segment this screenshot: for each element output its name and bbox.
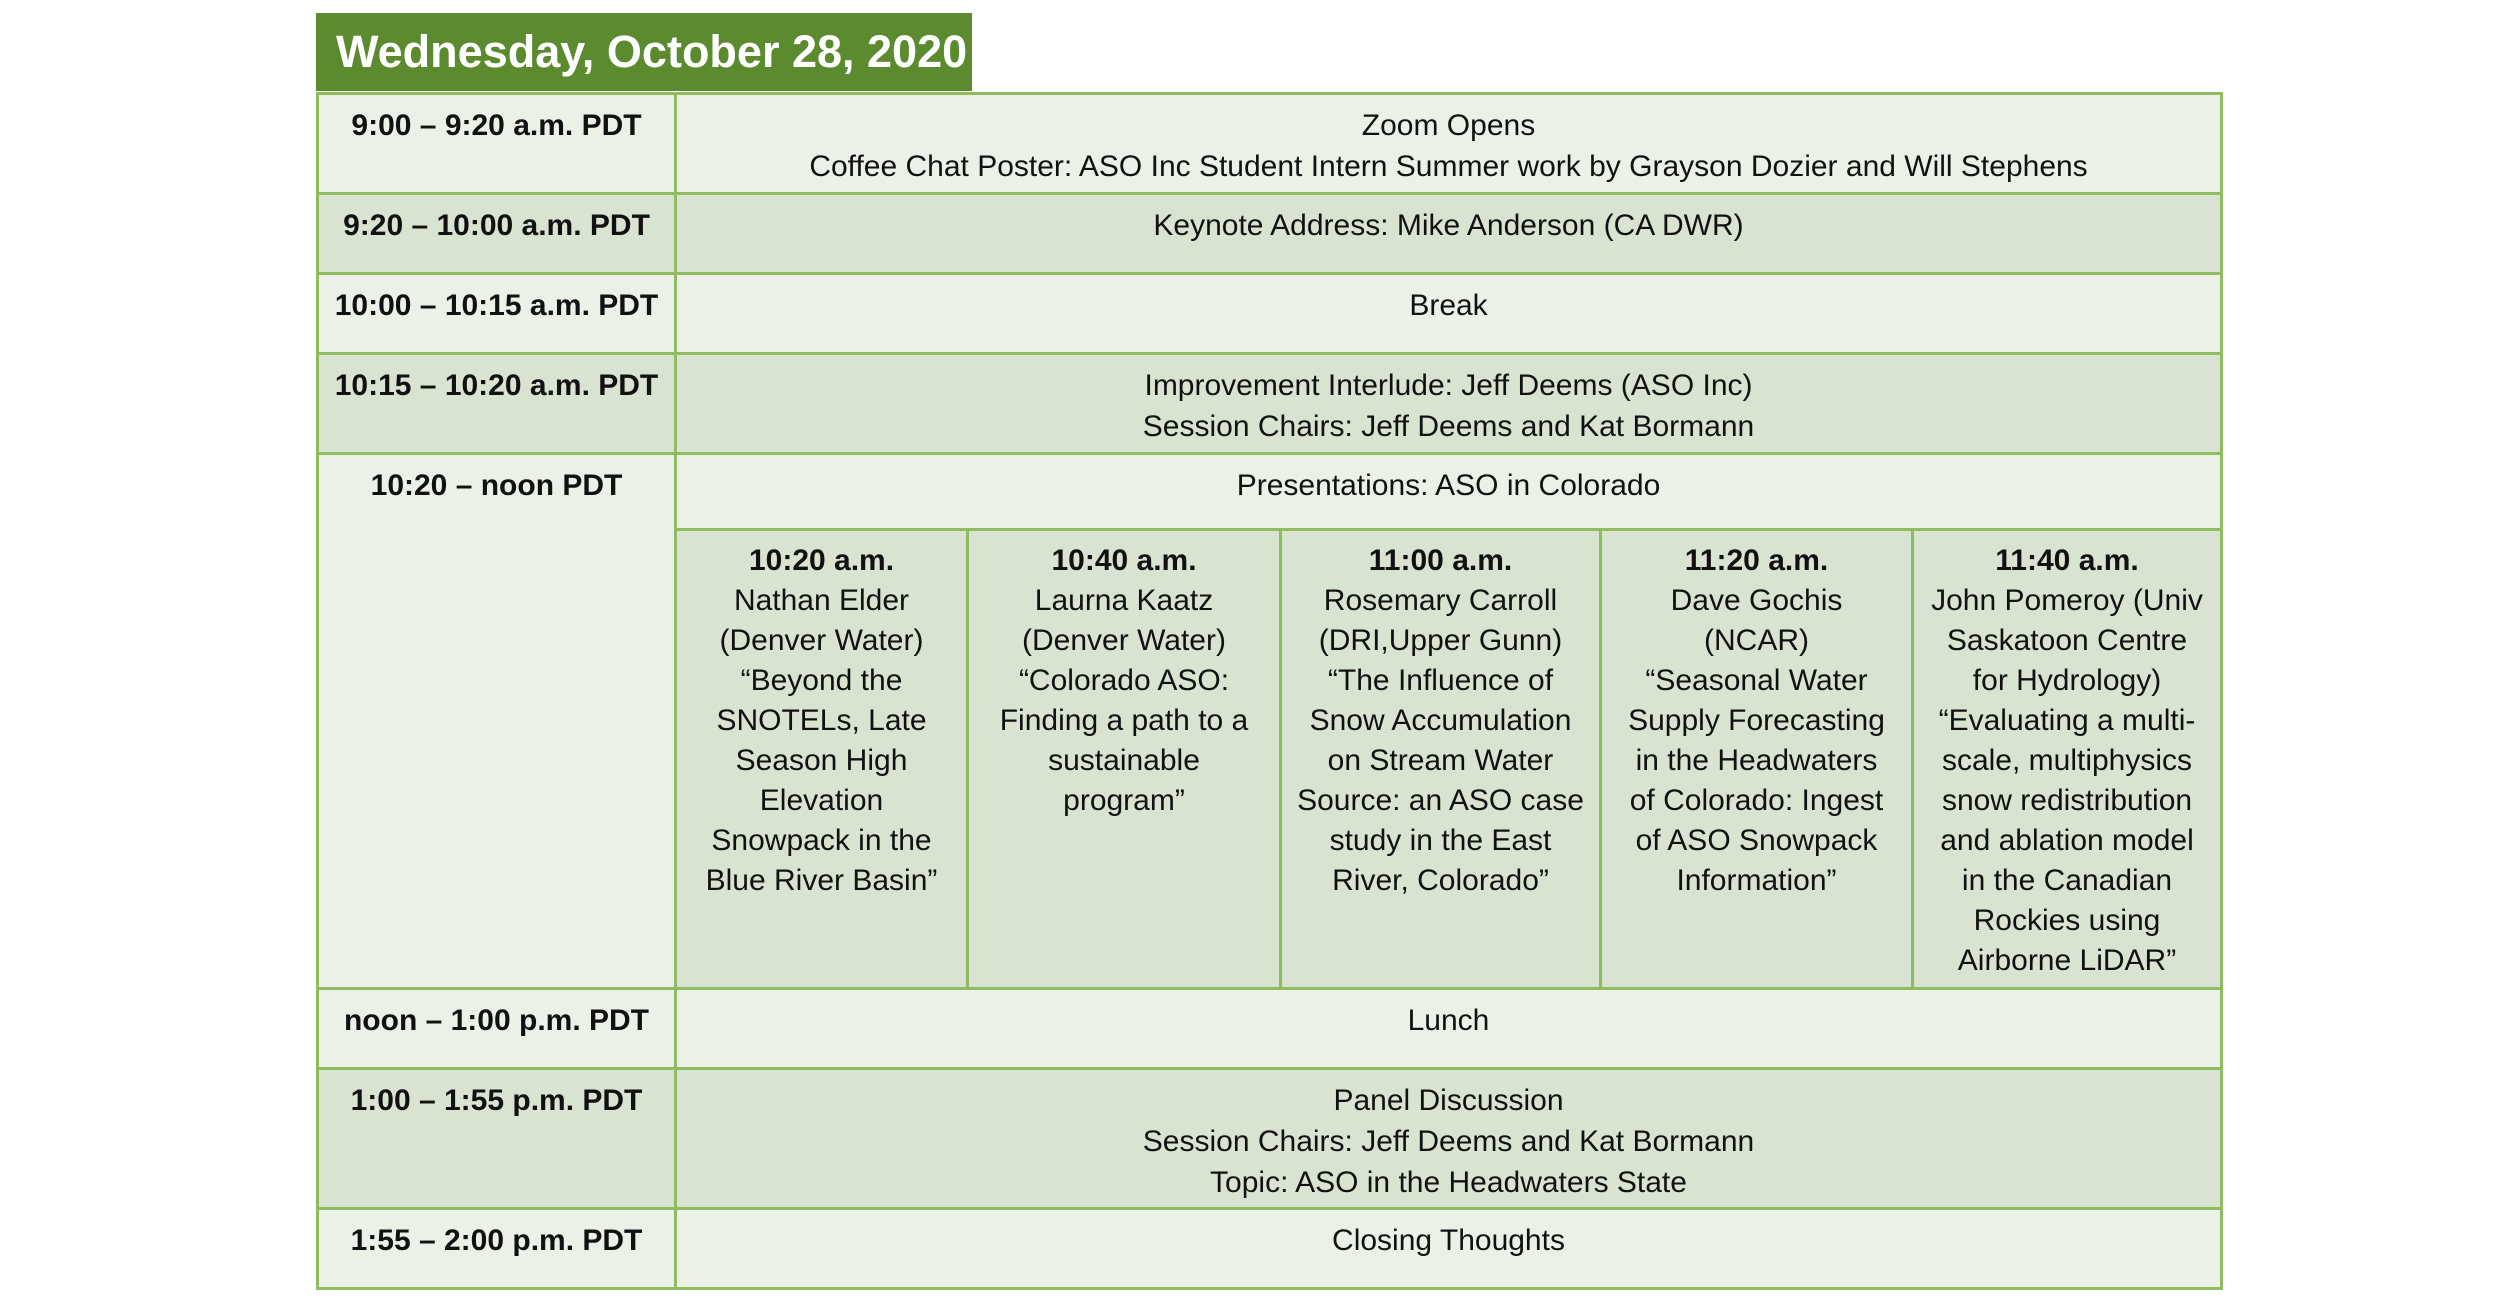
session-description [676,354,2222,454]
session-description [676,274,2222,354]
session-description [676,1069,2222,1209]
session-line: Panel Discussion [1333,1084,1564,1117]
presentation-item [677,531,969,987]
session-line: Session Chairs: Jeff Deems and Kat Bormann [1142,1125,1755,1158]
schedule-table [316,92,2223,1290]
time-slot: 1:00 – 1:55 p.m. PDT [318,1069,676,1209]
presentations-cell [676,454,2222,989]
time-slot: 10:00 – 10:15 a.m. PDT [318,274,676,354]
session-line: Lunch [1407,1004,1490,1037]
session-description [676,989,2222,1069]
time-slot: 10:15 – 10:20 a.m. PDT [318,354,676,454]
time-slot: 9:20 – 10:00 a.m. PDT [318,194,676,274]
session-line: Keynote Address: Mike Anderson (CA DWR) [1153,209,1744,242]
table-row [318,354,2222,454]
date-header: Wednesday, October 28, 2020 [316,13,972,91]
presentation-time: 11:40 a.m. [1995,544,2139,577]
presentations-grid [677,531,2220,987]
table-row [318,989,2222,1069]
presentation-item [1914,531,2220,987]
presentation-time: 11:20 a.m. [1684,544,1829,577]
presentation-details: Laurna Kaatz (Denver Water) “Colorado ASO: Finding a path to a sustainable program” [999,584,1249,817]
presentations-title: Presentations: ASO in Colorado [677,455,2220,531]
time-slot: noon – 1:00 p.m. PDT [318,989,676,1069]
session-description [676,1209,2222,1289]
presentation-details: John Pomeroy (Univ Saskatoon Centre for Hydrology) “Evaluating a multi- scale, multiphysics snow redistribution and ablation model in the Canadian Rockies using Airborne LiDAR” [1931,584,2203,977]
presentation-item [969,531,1282,987]
presentation-details: Rosemary Carroll (DRI,Upper Gunn) “The Influence of Snow Accumulation on Stream Water Source: an ASO case study in the East River, Colorado” [1297,584,1584,897]
table-row [318,1069,2222,1209]
session-line: Closing Thoughts [1332,1224,1565,1257]
session-line: Coffee Chat Poster: ASO Inc Student Intern Summer work by Grayson Dozier and Will Stephens [809,150,2088,183]
table-row [318,1209,2222,1289]
table-row [318,94,2222,194]
table-row [318,274,2222,354]
presentation-time: 10:20 a.m. [748,544,895,577]
session-line: Improvement Interlude: Jeff Deems (ASO Inc) [1144,369,1753,402]
session-line: Break [1409,289,1488,322]
table-row [318,194,2222,274]
time-slot: 10:20 – noon PDT [318,454,676,989]
time-slot: 9:00 – 9:20 a.m. PDT [318,94,676,194]
presentation-item [1282,531,1602,987]
presentation-details: Nathan Elder (Denver Water) “Beyond the SNOTELs, Late Season High Elevation Snowpack in the Blue River Basin” [705,584,938,897]
time-slot: 1:55 – 2:00 p.m. PDT [318,1209,676,1289]
presentation-time: 10:40 a.m. [1051,544,1197,577]
session-description [676,194,2222,274]
session-line: Topic: ASO in the Headwaters State [1210,1166,1687,1199]
presentation-details: Dave Gochis (NCAR) “Seasonal Water Supply Forecasting in the Headwaters of Colorado: Ingest of ASO Snowpack Information” [1628,584,1885,897]
presentation-time: 11:00 a.m. [1368,544,1513,577]
table-row [318,454,2222,989]
presentation-item [1602,531,1914,987]
session-description [676,94,2222,194]
session-line: Zoom Opens [1361,109,1536,142]
session-line: Session Chairs: Jeff Deems and Kat Bormann [1142,410,1755,443]
